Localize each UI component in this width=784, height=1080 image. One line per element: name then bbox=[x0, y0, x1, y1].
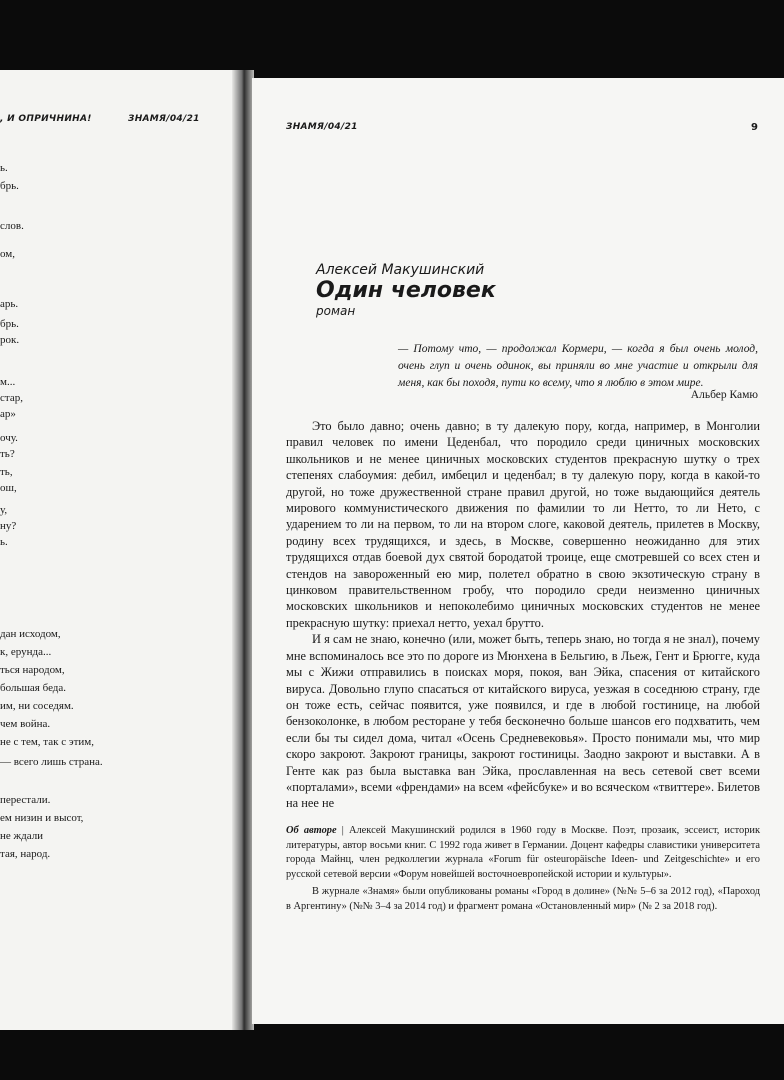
left-journal-head: ЗНАМЯ/04/21 bbox=[128, 114, 200, 124]
left-page bbox=[0, 70, 236, 1030]
left-text-line: брь. bbox=[0, 318, 19, 330]
left-text-line: ть? bbox=[0, 448, 15, 460]
book-gutter bbox=[232, 70, 254, 1030]
author-name: Алексей Макушинский bbox=[316, 262, 485, 278]
left-text-line: ну? bbox=[0, 520, 17, 532]
left-text-line: м... bbox=[0, 376, 16, 388]
about-author-label: Об авторе bbox=[286, 825, 337, 836]
right-page bbox=[252, 78, 784, 1024]
left-text-line: ар» bbox=[0, 408, 16, 420]
left-text-line: ь. bbox=[0, 536, 8, 548]
left-text-line: ться народом, bbox=[0, 664, 65, 676]
body-paragraph: И я сам не знаю, конечно (или, может быть, теперь знаю, но тогда я не знал), почему мне вспоминалось все это по дороге из Мюнхена в Бельгию, в Льеж, Гент и Брюгге, куда мы с Жижи отправились в поисках моря, покоя, ван Эйка, спасения от китайского вируса. Довольно глупо спасаться от китайского вируса, уезжая в соседнюю страну, где он тоже есть, сейчас появится, уже появился, и где в любой гостинице, на любой бензоколонке, в любом ресторане у тебя бесконечно больше шансов его подхватить, чем если бы ты сидел дома, читал «Осень Средневековья». Просто понимали мы, что мир скоро закроют. Закроют границы, закроют гостиницы. Заодно закроют и выставки. А в Генте как раз была выставка ван Эйка, прославленная на весь сетевой свет всеми «порталами», всеми «френдами» на всем «фейсбуке» и во всяческом «твиттере». Билетов на нее не bbox=[286, 632, 760, 811]
left-text-line: не с тем, так с этим, bbox=[0, 736, 94, 748]
left-text-line: рок. bbox=[0, 334, 20, 346]
about-author bbox=[286, 824, 760, 914]
about-publications: В журнале «Знамя» были опубликованы романы «Город в долине» (№№ 5–6 за 2012 год), «Пароход в Аргентину» (№№ 3–4 за 2014 год) и фрагмент романа «Остановленный мир» (№ 2 за 2018 год). bbox=[286, 886, 760, 912]
left-text-line: тая, народ. bbox=[0, 848, 51, 860]
epigraph-attribution: Альбер Камю bbox=[690, 389, 758, 401]
left-text-line: большая беда. bbox=[0, 682, 67, 694]
left-text-line: брь. bbox=[0, 180, 19, 192]
left-text-line: к, ерунда... bbox=[0, 646, 52, 658]
body-paragraph: Это было давно; очень давно; в ту далекую пору, когда, например, в Монголии правил человек по имени Цеденбал, что породило среди циничных московских школьников и не менее циничных московских студентов прекрасную шутку о трех степенях слабоумия: дебил, имбецил и цеденбал; в ту далекую пору, когда в какой-то другой, но тоже дружественной стране правил другой, но тоже выдающийся деятель мирового коммунистического движения по фамилии то ли Нетто, то ли Нето, с ударением то ли на первом, то ли на втором слоге, каковой деятель, прилетев в Москву, родину всех трудящихся, и здесь, в Москве, совершенно неожиданно для этих трудящихся отдав боевой дух святой бородатой троице, еще смотревшей со всех стен и стендов на завороженный ею мир, полетел обратно в свою экзотическую страну в цинковом правительственном гробу, что породило среди неизменно циничных московских школьников и непоколебимо циничных московских студентов не менее прекрасную шутку: приехал нетто, уехал брутто. bbox=[286, 419, 760, 630]
left-text-line: им, ни соседям. bbox=[0, 700, 74, 712]
about-author-bio bbox=[286, 824, 760, 882]
left-text-line: ем низин и высот, bbox=[0, 812, 84, 824]
left-text-line: очу. bbox=[0, 432, 18, 444]
body-text bbox=[286, 418, 760, 812]
left-text-line: перестали. bbox=[0, 794, 51, 806]
left-text-line: — всего лишь страна. bbox=[0, 756, 103, 768]
left-text-line: у, bbox=[0, 504, 8, 516]
left-text-line: ош, bbox=[0, 482, 17, 494]
page-number: 9 bbox=[751, 122, 758, 133]
left-text-line: ь. bbox=[0, 162, 8, 174]
left-text-line: ть, bbox=[0, 466, 13, 478]
epigraph: — Потому что, — продолжал Кормери, — когда я был очень молод, очень глуп и очень одинок, вы приняли во мне участие и открыли для меня, как бы походя, пути ко всему, что я люблю в этом мире. bbox=[398, 343, 758, 389]
right-running-head: ЗНАМЯ/04/21 bbox=[286, 122, 358, 132]
left-text-line: не ждали bbox=[0, 830, 44, 842]
left-running-head: , И ОПРИЧНИНА! bbox=[0, 114, 92, 124]
left-text-line: стар, bbox=[0, 392, 23, 404]
left-text-line: чем война. bbox=[0, 718, 51, 730]
left-text-line: слов. bbox=[0, 220, 24, 232]
work-genre: роман bbox=[316, 304, 356, 318]
left-text-line: дан исходом, bbox=[0, 628, 61, 640]
work-title: Один человек bbox=[316, 278, 496, 303]
left-text-line: ом, bbox=[0, 248, 16, 260]
about-author-text: Алексей Макушинский родился в 1960 году в Москве. Поэт, прозаик, эссеист, историк литературы, автор восьми книг. С 1992 года живет в Германии. Доцент кафедры славистики университета города Майнц, член редколлегии журнала «Forum für osteuropäische Ideen- und Zeitgeschichte» и его русской сетевой версии «Форум новейшей восточноевропейской истории и культуры». bbox=[286, 825, 761, 880]
left-text-line: арь. bbox=[0, 298, 19, 310]
about-separator: | bbox=[336, 825, 349, 836]
